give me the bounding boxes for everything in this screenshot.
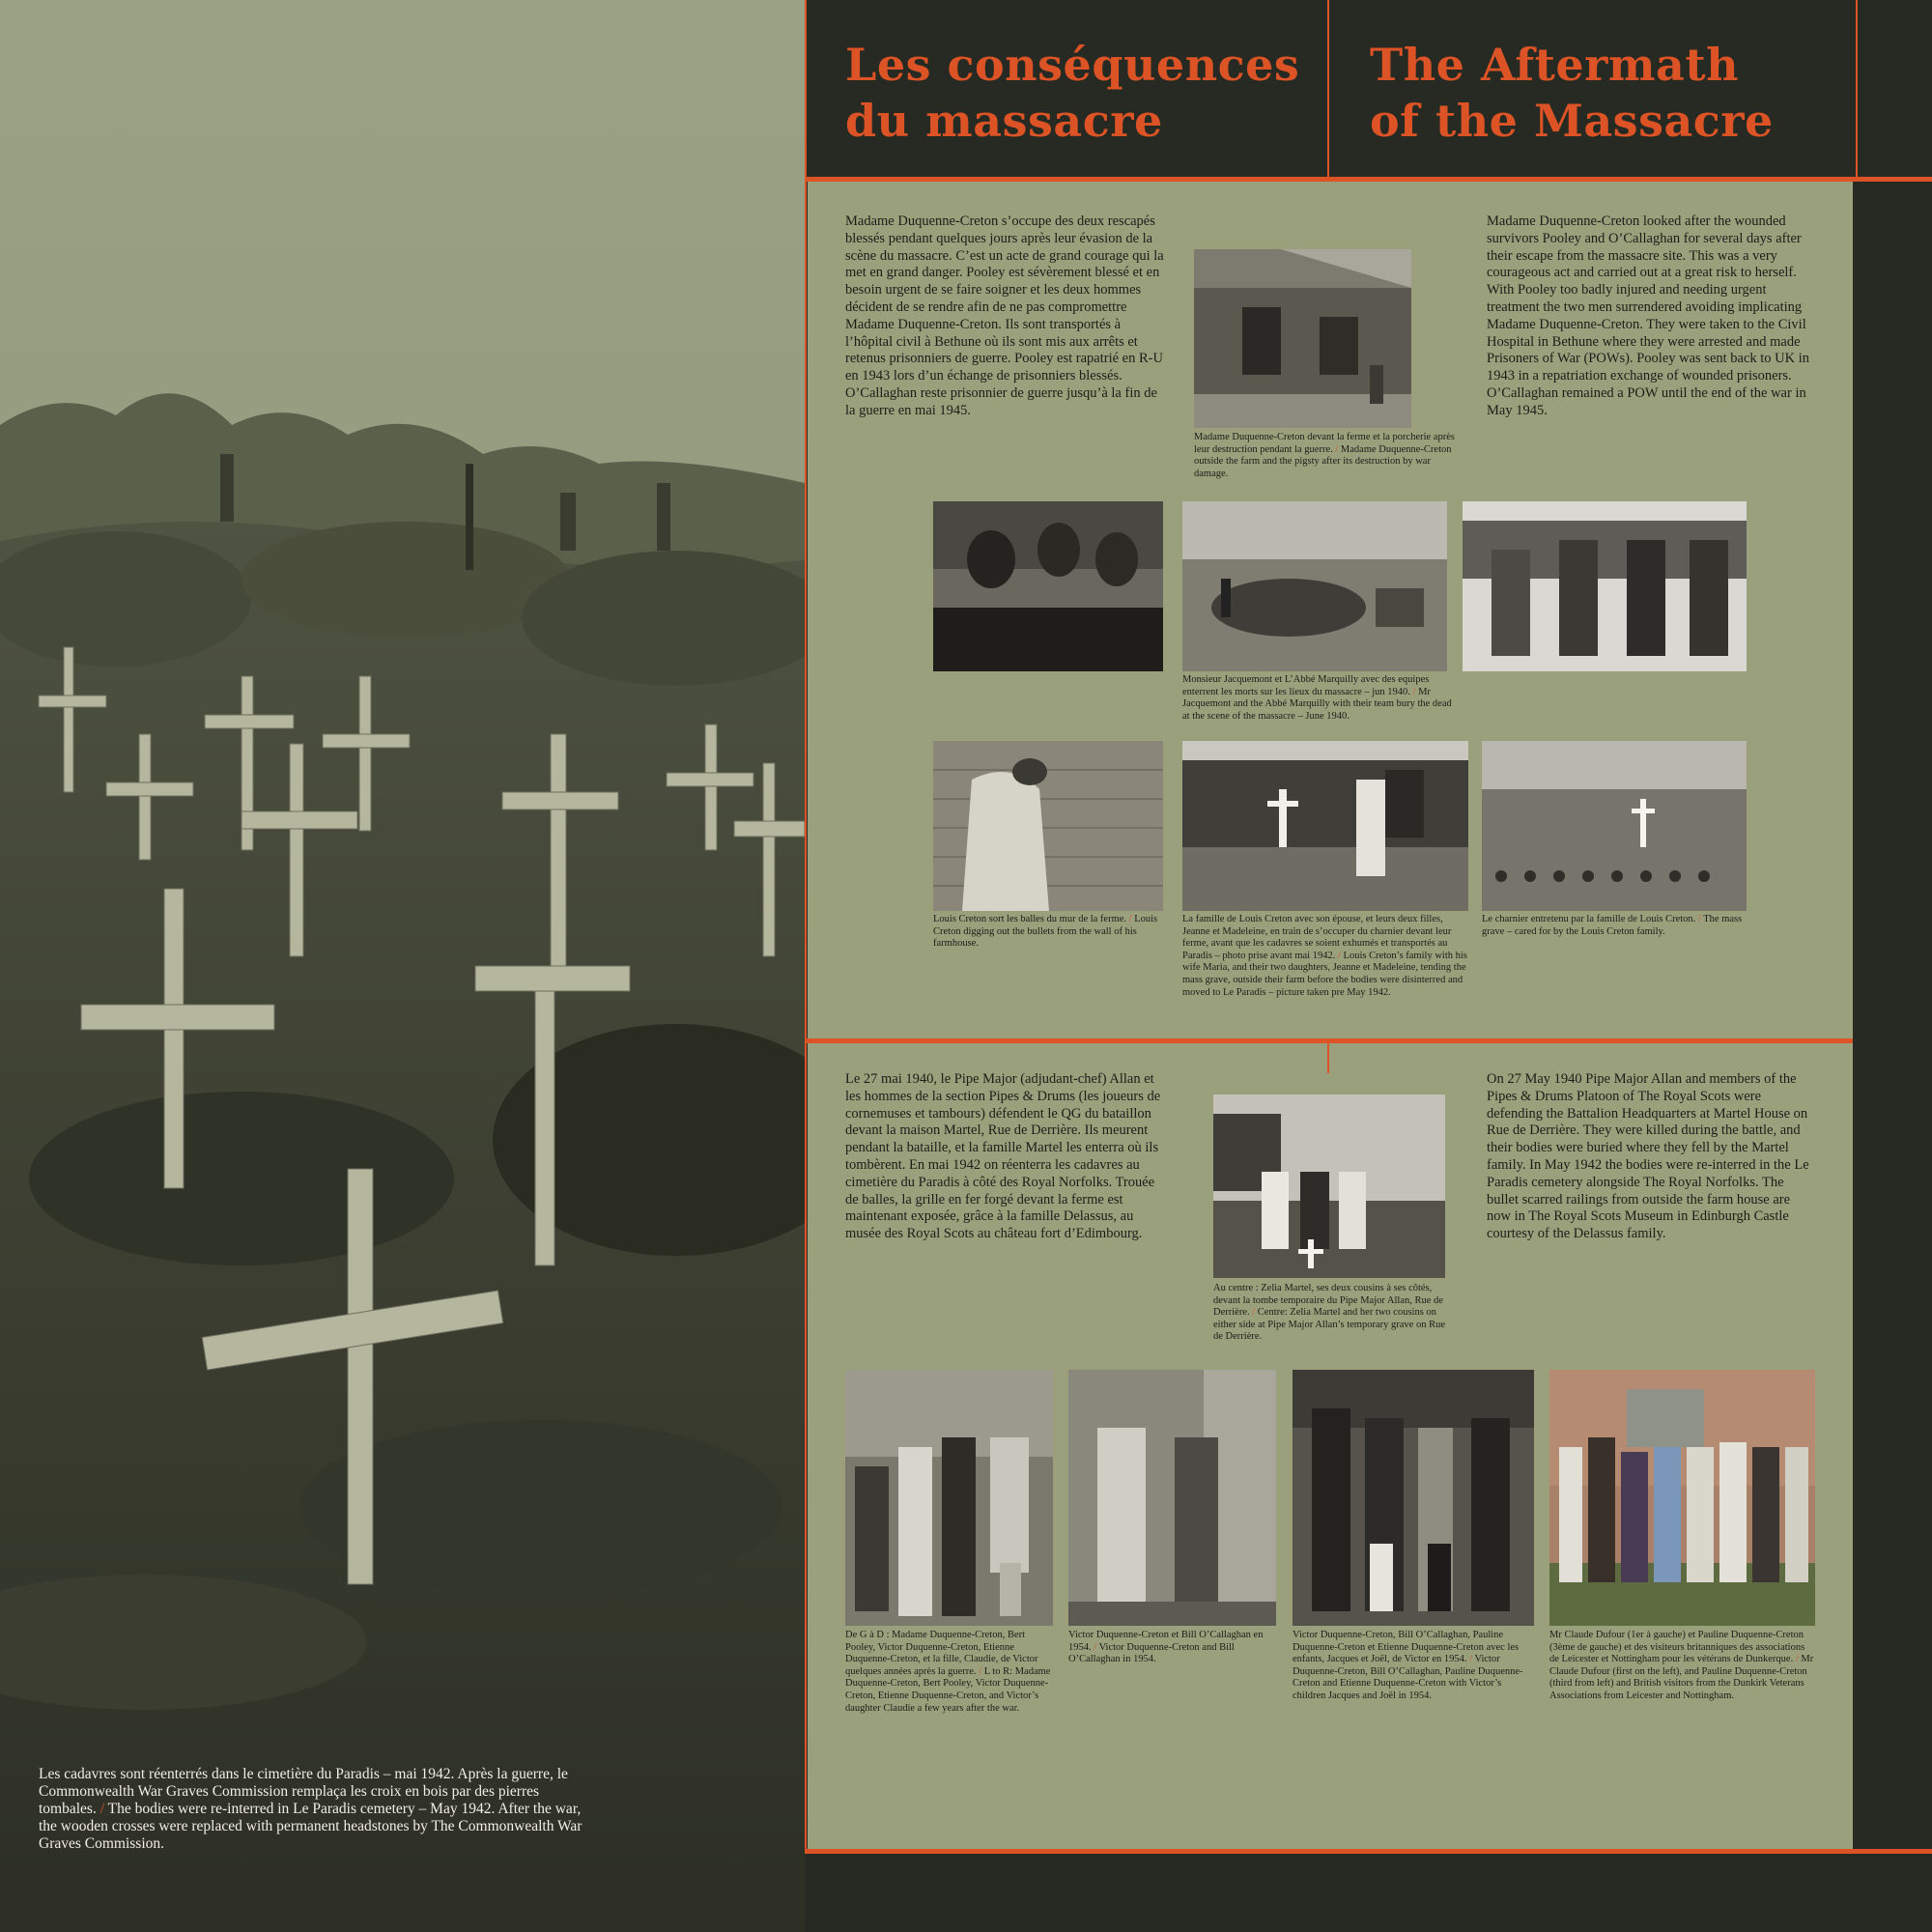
caption-separator: /	[979, 1665, 982, 1677]
mass-grave-caption	[1482, 914, 1750, 938]
photo2-caption-fr: Victor Duquenne-Creton et Bill O’Callaghan en 1954.	[1068, 1630, 1264, 1653]
title-en-line1: The Aftermath	[1370, 39, 1740, 91]
photo3-caption-en: Victor Duquenne-Creton, Bill O’Callaghan, Pauline Duquenne-Creton and Etienne Duquenne-Creton with Victor’s children Jacques and Joël in 1954.	[1293, 1654, 1523, 1701]
mass-grave-photo	[1482, 741, 1747, 911]
caption-separator: /	[99, 1801, 105, 1817]
photo1-caption-en: L to R: Madame Duquenne-Creton, Bert Pooley, Victor Duquenne-Creton, Etienne Duquenne-Creton, and Victor’s daughter Claudie a few years after the war.	[845, 1665, 1051, 1714]
bullets-wall-photo	[933, 741, 1163, 911]
right-dark-strip	[1856, 182, 1932, 1849]
family-1954-photo	[1293, 1370, 1534, 1626]
martel-grave-photo	[1213, 1094, 1445, 1278]
martel-caption-fr: Au centre : Zelia Martel, ses deux cousins à ses côtés, devant la tombe temporaire du Pipe Major Allan, Rue de Derrière.	[1213, 1283, 1443, 1319]
section2-divider-tick	[1327, 1043, 1329, 1073]
caption-fr: Les cadavres sont réenterrés dans le cimetière du Paradis – mai 1942. Après la guerre, le Commonwealth War Graves Commission remplaça les croix en bois par des pierres tombales.	[39, 1766, 568, 1817]
victor-bill-caption	[1068, 1630, 1276, 1666]
photo1-caption-fr: De G à D : Madame Duquenne-Creton, Bert Pooley, Victor Duquenne-Creton, Etienne Duquenne-Creton, et la fille, Claudie, de Victor quelques années après la guerre.	[845, 1630, 1038, 1677]
frame-left-line	[805, 0, 807, 1853]
farm-caption-en: Madame Duquenne-Creton outside the farm and the pigsty after its destruction by war damage.	[1194, 443, 1452, 479]
martel-grave-caption	[1213, 1283, 1455, 1344]
bullets-caption-fr: Louis Creton sort les balles du mur de la ferme.	[933, 914, 1127, 924]
family-caption-en: Louis Creton’s family with his wife Maria, and their two daughters, Jeanne et Madeleine, tending the mass grave, outside their farm before the bodies were disinterred and moved to Le Paradis – picture taken pre May 1942.	[1182, 950, 1467, 998]
grave-caption-en: The mass grave – cared for by the Louis Creton family.	[1482, 914, 1743, 937]
bullets-caption-en: Louis Creton digging out the bullets from the wall of his farmhouse.	[933, 914, 1158, 950]
caption-separator: /	[1412, 686, 1416, 697]
caption-separator: /	[1337, 950, 1341, 961]
section1-text-fr: Madame Duquenne-Creton s’occupe des deux rescapés blessés pendant quelques jours après leur évasion de la scène du massacre. C’est un acte de grand courage qui la met en grand danger. Pooley est sévèrement blessé et en besoin urgent de se faire soigner et les deux hommes décident de se rendre afin de ne pas compromettre Madame Duquenne-Creton. Ils sont transportés à l’hôpital civil à Bethune où ils sont mis aux arrêts et retenus prisonniers de guerre. Pooley est rapatrié en R-U en 1943 lors d’un échange de prisonniers blessés. O’Callaghan reste prisonnier de guerre jusqu’à la fin de la guerre en mai 1945.	[845, 213, 1164, 418]
cemetery-photo-art	[0, 0, 805, 1932]
farm-caption-fr: Madame Duquenne-Creton devant la ferme et la porcherie après leur destruction pendant la guerre.	[1194, 432, 1455, 455]
cemetery-crosses-photo	[0, 0, 805, 1932]
burial-caption-fr: Monsieur Jacquemont et L’Abbé Marquilly avec des equipes enterrent les morts sur les lieux du massacre – jun 1940.	[1182, 674, 1430, 697]
footer-rule	[805, 1849, 1932, 1854]
farm-ruin-photo	[1194, 249, 1411, 428]
title-en-line2: of the Massacre	[1370, 95, 1774, 147]
text-panel	[805, 0, 1932, 1932]
farm-ruin-caption	[1194, 432, 1455, 480]
section2-text-fr: Le 27 mai 1940, le Pipe Major (adjudant-chef) Allan et les hommes de la section Pipes & Drums (les joueurs de cornemuses et tambours) défendent le QG du bataillon devant la maison Martel, Rue de Derrière. Ils meurent pendant la bataille, et la famille Martel les enterra où ils tombèrent. En mai 1942 on réenterra les cadavres au cimetière du Paradis à côté des Royal Norfolks. Trouée de balles, la grille en fer forgé devant la ferme est maintenant exposée, grâce à la famille Delassus, au musée des Royal Scots au château fort d’Edimbourg.	[845, 1071, 1161, 1242]
caption-en: The bodies were re-interred in Le Paradis cemetery – May 1942. After the war, the wooden crosses were replaced with permanent headstones by The Commonwealth War Graves Commission.	[39, 1801, 582, 1852]
grave-caption-fr: Le charnier entretenu par la famille de Louis Creton.	[1482, 914, 1696, 924]
title-french	[845, 37, 1328, 149]
photo4-caption-en: Mr Claude Dufour (first on the left), and Pauline Duquenne-Creton (third from left) and British visitors from the Dunkirk Veterans Associations from Leicester and Nottingham.	[1549, 1654, 1814, 1701]
caption-separator: /	[1469, 1654, 1473, 1665]
veterans-visit-photo	[1549, 1370, 1815, 1626]
family-caption-fr: La famille de Louis Creton avec son épouse, et leurs deux filles, Jeanne et Madeleine, en train de s’occuper du charnier devant leur ferme, avant que les cadavres se soient exhumés et transportés au Paradis – photo prise avant mai 1942.	[1182, 914, 1452, 961]
content-area	[808, 182, 1853, 1849]
photo4-caption-fr: Mr Claude Dufour (1er à gauche) et Pauline Duquenne-Creton (3ème de gauche) et des visiteurs britanniques des associations de Leicester et Nottingham pour les vétérans de Dunkerque.	[1549, 1630, 1805, 1665]
title-fr-line2: du massacre	[845, 95, 1163, 147]
burial-caption	[1182, 674, 1453, 723]
burial-team-photo-3	[1463, 501, 1747, 671]
caption-separator: /	[1094, 1641, 1097, 1653]
burial-caption-en: Mr Jacquemont and the Abbé Marquilly with their team bury the dead at the scene of the massacre – June 1940.	[1182, 686, 1452, 722]
section1-text-en: Madame Duquenne-Creton looked after the wounded survivors Pooley and O’Callaghan for several days after their escape from the massacre site. This was a very courageous act and carried out at a great risk to herself. With Pooley too badly injured and needing urgent treatment the two men surrendered avoiding implicating Madame Duquenne-Creton. They were taken to the Civil Hospital in Bethune where they were arrested and made Prisoners of War (POWs). Pooley was sent back to UK in 1943 in a repatriation exchange of wounded prisoners. O’Callaghan remained a POW until the end of the war in May 1945.	[1487, 213, 1810, 418]
caption-separator: /	[1697, 914, 1701, 924]
duquenne-family-photo	[845, 1370, 1053, 1626]
martel-caption-en: Centre: Zelia Martel and her two cousins on either side at Pipe Major Allan’s temporary grave on Rue de Derrière.	[1213, 1307, 1445, 1343]
photo2-caption-en: Victor Duquenne-Creton and Bill O’Callaghan in 1954.	[1068, 1641, 1235, 1665]
creton-family-grave-photo	[1182, 741, 1468, 911]
bullets-caption	[933, 914, 1165, 951]
burial-team-photo-1	[933, 501, 1163, 671]
cemetery-photo-caption	[39, 1766, 589, 1853]
caption-separator: /	[1795, 1654, 1799, 1665]
duquenne-family-caption	[845, 1630, 1053, 1715]
photo3-caption-fr: Victor Duquenne-Creton, Bill O’Callaghan, Pauline Duquenne-Creton et Etienne Duquenne-Creton avec les enfants, Jacques et Joël, de Victor en 1954.	[1293, 1630, 1520, 1665]
family-grave-caption	[1182, 914, 1472, 999]
caption-separator: /	[1128, 914, 1132, 924]
caption-separator: /	[1335, 443, 1339, 455]
section2-text-en: On 27 May 1940 Pipe Major Allan and members of the Pipes & Drums Platoon of The Royal Scots were defending the Battalion Headquarters at Martel House on Rue de Derrière. They were killed during the battle, and their bodies were buried where they fell by the Martel family. In May 1942 the bodies were re-interred in the Le Paradis cemetery alongside The Royal Norfolks. The bullet scarred railings from outside the farm house are now in The Royal Scots Museum in Edinburgh Castle courtesy of the Delassus family.	[1487, 1071, 1809, 1242]
burial-team-photo-2	[1182, 501, 1447, 671]
family-1954-caption	[1293, 1630, 1534, 1703]
title-fr-line1: Les conséquences	[845, 39, 1300, 91]
caption-separator: /	[1252, 1307, 1256, 1319]
veterans-visit-caption	[1549, 1630, 1815, 1703]
header-band	[805, 0, 1856, 177]
title-english	[1370, 37, 1833, 149]
victor-bill-1954-photo	[1068, 1370, 1276, 1626]
